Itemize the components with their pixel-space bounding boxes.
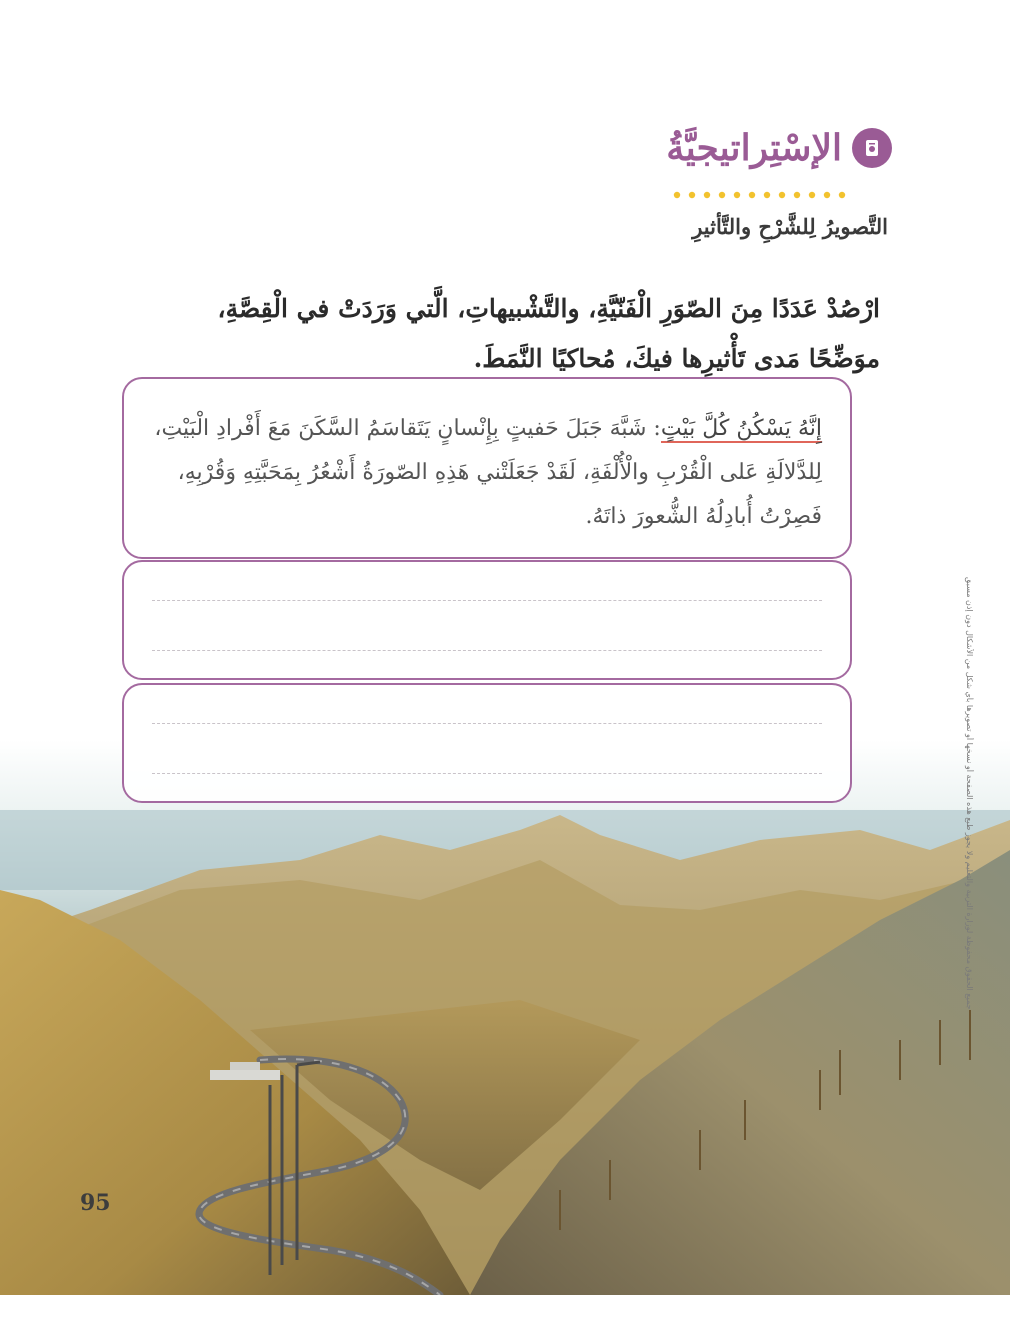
activity-instruction: ارْصُدْ عَدَدًا مِنَ الصّوَرِ الْفَنّيَّةِ، والتَّشْبيهاتِ، الَّتي وَرَدَتْ في الْقِصَّةِ، موَضِّحًا مَدى تَأْثيرِها فيكَ، مُحاكيًا النَّمَطَ.: [217, 294, 880, 373]
document-icon: [852, 128, 892, 168]
writing-line[interactable]: [152, 773, 822, 774]
writing-line[interactable]: [152, 650, 822, 651]
mountain-landscape-image: [0, 740, 1010, 1295]
copyright-note: جميع الحقوق محفوظة لوزارة التربية والتعليم ولا يجوز طبع هذه الصفحة أو نسخها أو تصويرها بأي شكل من الأشكال دون إذن مسبق: [965, 577, 974, 1010]
example-colon: :: [646, 416, 661, 441]
answer-box-2[interactable]: [122, 683, 852, 803]
example-explanation: شَبَّهَ جَبَلَ حَفيتٍ بِإِنْسانٍ يَتَقاسَمُ السَّكَنَ مَعَ أَفْرادِ الْبَيْتِ، لِلدَّلالَةِ عَلى الْقُرْبِ والْأُلْفَةِ، لَقَدْ جَعَلَتْني هَذِهِ الصّورَةُ أَشْعُرُ بِمَحَبَّتِهِ وَقُرْبِهِ، فَصِرْتُ أُبادِلُهُ الشُّعورَ ذاتَهُ.: [154, 416, 822, 529]
example-quote: إِنَّهُ يَسْكُنُ كُلَّ بَيْتٍ: [660, 416, 822, 441]
page-number: 95: [80, 1190, 111, 1216]
strategy-header: [666, 128, 892, 168]
example-box: [122, 377, 852, 559]
strategy-subtitle: التَّصويرُ لِلشَّرْحِ والتَّأثيرِ: [692, 214, 888, 239]
answer-box-1[interactable]: [122, 560, 852, 680]
writing-line[interactable]: [152, 600, 822, 601]
writing-line[interactable]: [152, 723, 822, 724]
example-text: [142, 407, 822, 539]
decorative-dots: [672, 190, 852, 200]
strategy-title: الإسْتِراتيجيَّةُ: [666, 127, 842, 169]
